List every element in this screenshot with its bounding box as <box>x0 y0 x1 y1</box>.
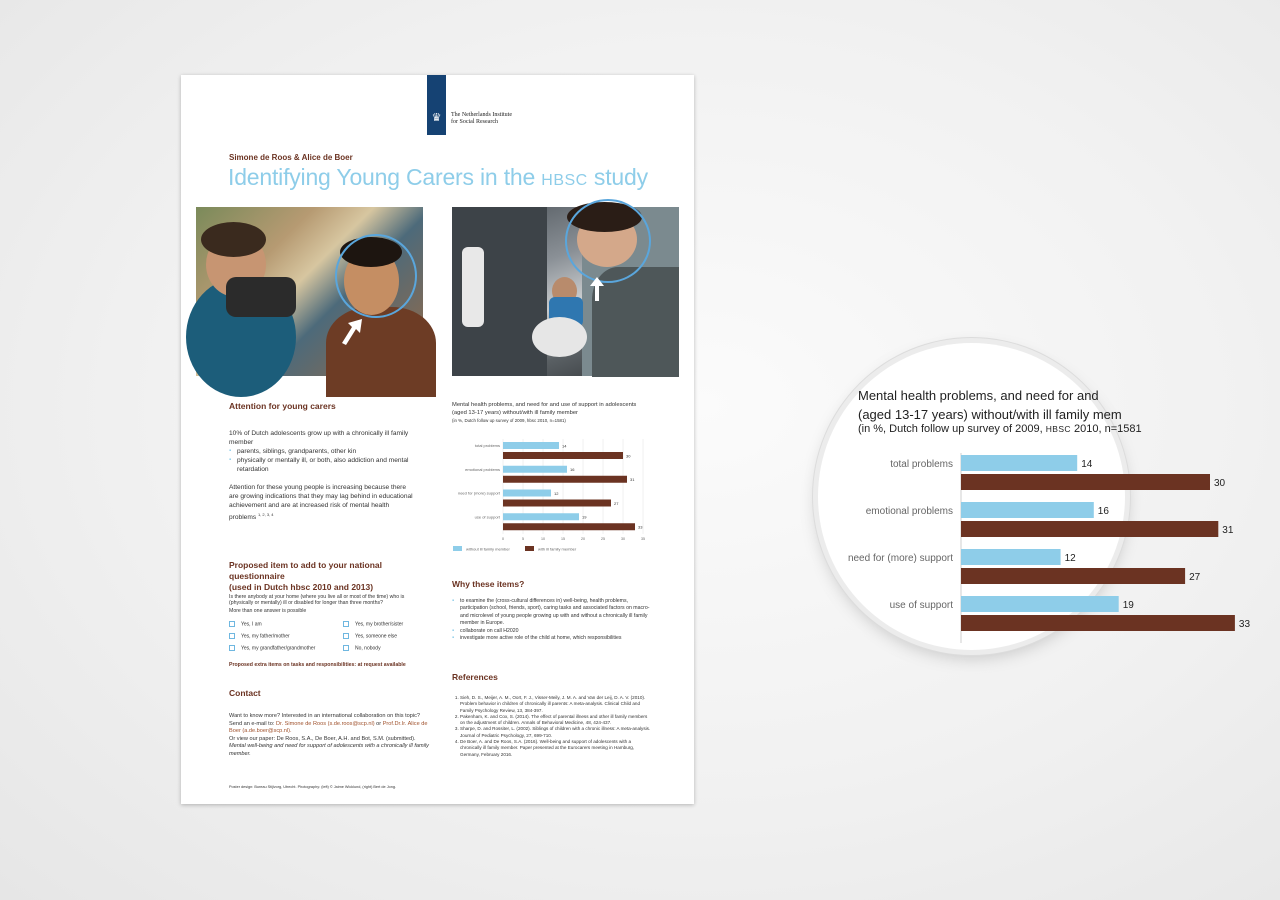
reference-item: 2. Pakenham, K. and Cox, S. (2014). The effect of parental illness and other ill family members on the adjustment of children. Annals of Behavioral Medicine, 48, 424-437. <box>460 714 652 727</box>
attention-bullet: ▪ parents, siblings, grandparents, other kin <box>229 447 415 456</box>
attention-heading: Attention for young carers <box>229 401 336 411</box>
bar-value-label: 12 <box>554 490 559 496</box>
contact-heading: Contact <box>229 688 261 698</box>
attention-refs: 1, 2, 3, 4 <box>257 512 274 517</box>
reference-item: 4. De Boer, A. and De Roos, S.A. (2016). Well-being and support of adolescents with a chronically ill family member. Paper presented at the Eurocarers meeting in Hamburg, Germany, February 2016. <box>460 739 652 758</box>
mag-category-label: need for (more) support <box>847 553 953 564</box>
contact-text <box>229 713 429 759</box>
category-label: emotional problems <box>465 466 500 472</box>
why-bullet: ▪ to examine the (cross-cultural differences in) well-being, health problems, participation (school, friends, sport), caring tasks and associated factors on macro- and microlevel of young people growing up with and without a chronically ill family member in Europe. <box>452 598 652 628</box>
why-bullet: ▪ investigate more active role of the child at home, which responsibilities <box>452 635 652 642</box>
arrow-icon <box>342 319 364 345</box>
title-end: study <box>587 164 648 190</box>
mag-bar <box>961 549 1061 565</box>
references-list <box>452 695 652 758</box>
bar <box>503 490 551 497</box>
logo-line-2: for Social Research <box>451 119 498 125</box>
option-checkbox[interactable]: Yes, someone else <box>343 633 397 639</box>
chart-caption-line1: Mental health problems, and need for and use of support in adolescents <box>452 402 637 408</box>
attention-intro: 10% of Dutch adolescents grow up with a chronically ill family member <box>229 430 409 446</box>
reference-item: 3. Sharpe, D. and Rossiter, L. (2002). Siblings of children with a chronic illness: A meta-analysis. Journal of Pediatric Psychology, 27, 699-710. <box>460 726 652 739</box>
option-checkbox[interactable]: Yes, I am <box>229 621 262 627</box>
legend-label: without ill family member <box>466 546 510 552</box>
option-checkbox[interactable]: Yes, my brother/sister <box>343 621 403 627</box>
legend-swatch <box>525 546 534 551</box>
bar-value-label: 27 <box>614 500 619 506</box>
bar-value-label: 33 <box>638 524 643 530</box>
photo-young-carer-right <box>452 207 679 376</box>
option-checkbox[interactable]: Yes, my father/mother <box>229 633 290 639</box>
bar <box>503 476 627 483</box>
option-checkbox[interactable]: Yes, my grandfather/grandmother <box>229 645 315 651</box>
photo-young-carer-left <box>196 207 423 376</box>
proposed-heading-line1: Proposed item to add to your national questionnaire <box>229 560 383 581</box>
reference-item: 1. Sieh, D. S., Meijer, A. M., Oort, F. J., Visser-Meily, J. M. A. and Van der Leij, D. A. V. (2010). Problem behavior in children of chronically ill parents: A meta-analysis. Clinical Child and Family Psychology Review, 13, 384-397. <box>460 695 652 714</box>
proposed-heading <box>229 560 429 593</box>
x-tick-label: 10 <box>541 537 545 541</box>
attention-para: Attention for these young people is increasing because there are growing indications that they may lag behind in educational achievement and are at increased risk of mental health problems $^{1, 2, 3, 4}$ <box>229 484 413 522</box>
mag-bar-value-label: 30 <box>1214 478 1226 489</box>
bar-value-label: 30 <box>626 453 631 459</box>
bar-value-label: 31 <box>630 477 635 483</box>
bar-value-label: 14 <box>562 443 567 449</box>
contact-link-1[interactable]: Dr. Simone de Roos (s.de.roos@scp.nl) <box>275 720 375 727</box>
attention-text <box>229 429 415 522</box>
mag-bar-value-label: 14 <box>1081 459 1093 470</box>
x-tick-label: 35 <box>641 537 645 541</box>
legend-label: with ill family member <box>538 546 577 552</box>
question-hint: More than one answer is possible <box>229 607 307 614</box>
chart-caption-line3: (in %, Dutch follow up survey of 2009, hbsc 2010, n=1581) <box>452 418 566 424</box>
arrow-icon-2 <box>590 277 604 301</box>
mini-bar-chart <box>453 437 649 552</box>
mag-bar-value-label: 33 <box>1238 619 1251 630</box>
authors: Simone de Roos & Alice de Boer <box>229 153 353 162</box>
bar-value-label: 16 <box>570 467 575 473</box>
why-heading: Why these items? <box>452 579 525 589</box>
mag-bar-value-label: 16 <box>1097 506 1109 517</box>
crest-icon: ♛ <box>431 112 442 124</box>
magnified-bar-chart <box>818 343 1251 650</box>
proposed-question <box>229 594 427 614</box>
mag-bar-value-label: 27 <box>1189 572 1201 583</box>
contact-paper: Or view our paper: De Roos, S.A., De Boer, A.H. and Bot, S.M. (submitted). <box>229 735 416 742</box>
institute-logo-text <box>451 112 512 126</box>
bar <box>503 523 635 530</box>
why-text <box>452 598 652 642</box>
chart-caption-line2: (aged 13-17 years) without/with ill family member <box>452 409 578 416</box>
mag-bar-value-label: 31 <box>1222 525 1234 536</box>
category-label: total problems <box>474 443 500 448</box>
why-bullet: ▪ collaborate on call H2020 <box>452 628 652 635</box>
contact-intro: Want to know more? Interested in an international collaboration on this topic? Send an e-mail to: <box>229 713 421 727</box>
mag-bar-value-label: 19 <box>1122 600 1134 611</box>
credits: Poster design: Bureau Stijlvorg, Utrecht. Photography: (left) © Jaime Wicklund, (right) Bert de Jong. <box>229 785 396 789</box>
bar <box>503 452 623 459</box>
magnified-caption-line2: (aged 13-17 years) without/with ill family mem <box>858 407 1122 422</box>
x-tick-label: 20 <box>581 537 585 541</box>
attention-bullets <box>229 447 415 474</box>
bar <box>503 442 559 449</box>
mag-bar <box>961 474 1210 490</box>
bar <box>503 513 579 520</box>
bar <box>503 500 611 507</box>
contact-link-2[interactable]: Prof.Dr.Ir. Alice de Boer (a.de.boer@scp.nl). <box>229 720 428 735</box>
bar <box>503 466 567 473</box>
mag-bar <box>961 455 1077 471</box>
magnified-caption-line1: Mental health problems, and need for and <box>858 388 1099 403</box>
poster-title <box>228 164 648 191</box>
references-heading: References <box>452 672 498 682</box>
category-label: use of support <box>474 514 500 520</box>
x-tick-label: 5 <box>522 537 524 541</box>
mag-bar <box>961 521 1218 537</box>
mag-bar <box>961 615 1235 631</box>
magnifier-content <box>818 343 1251 650</box>
attention-bullet: ▪ physically or mentally ill, or both, also addiction and mental retardation <box>229 456 415 474</box>
mag-category-label: emotional problems <box>865 506 953 517</box>
proposed-extra: Proposed extra items on tasks and responsibilities: at request available <box>229 662 406 668</box>
legend-swatch <box>453 546 462 551</box>
title-smallcaps: HBSC <box>541 172 588 189</box>
question-text: Is there anybody at your home (where you live all or most of the time) who is (physically or mentally) ill or disabled for longer than three months? <box>229 594 405 607</box>
magnifier-zoom <box>818 343 1251 650</box>
proposed-heading-line2: (used in Dutch hbsc 2010 and 2013) <box>229 582 374 592</box>
x-tick-label: 30 <box>621 537 625 541</box>
bar-value-label: 19 <box>582 514 587 520</box>
contact-paper-title: Mental well-being and need for support of adolescents with a chronically ill family member. <box>229 743 429 757</box>
mag-bar <box>961 502 1094 518</box>
mag-category-label: use of support <box>889 600 953 611</box>
poster <box>181 75 694 804</box>
x-tick-label: 15 <box>561 537 565 541</box>
category-label: need for (more) support <box>457 490 500 496</box>
option-checkbox[interactable]: No, nobody <box>343 645 381 651</box>
title-main: Identifying Young Carers in the <box>228 164 542 190</box>
magnified-caption-line3: (in %, Dutch follow up survey of 2009, HBSC 2010, n=1581 <box>858 423 1142 435</box>
mag-bar-value-label: 12 <box>1064 553 1076 564</box>
mag-bar <box>961 596 1119 612</box>
mini-chart-svg <box>453 437 649 552</box>
chart-caption <box>452 402 652 425</box>
x-tick-label: 25 <box>601 537 605 541</box>
x-tick-label: 0 <box>502 537 504 541</box>
logo-bar <box>427 75 446 135</box>
logo-line-1: The Netherlands Institute <box>451 112 512 118</box>
mag-category-label: total problems <box>890 459 953 470</box>
contact-or: or <box>374 720 382 727</box>
mag-bar <box>961 568 1185 584</box>
